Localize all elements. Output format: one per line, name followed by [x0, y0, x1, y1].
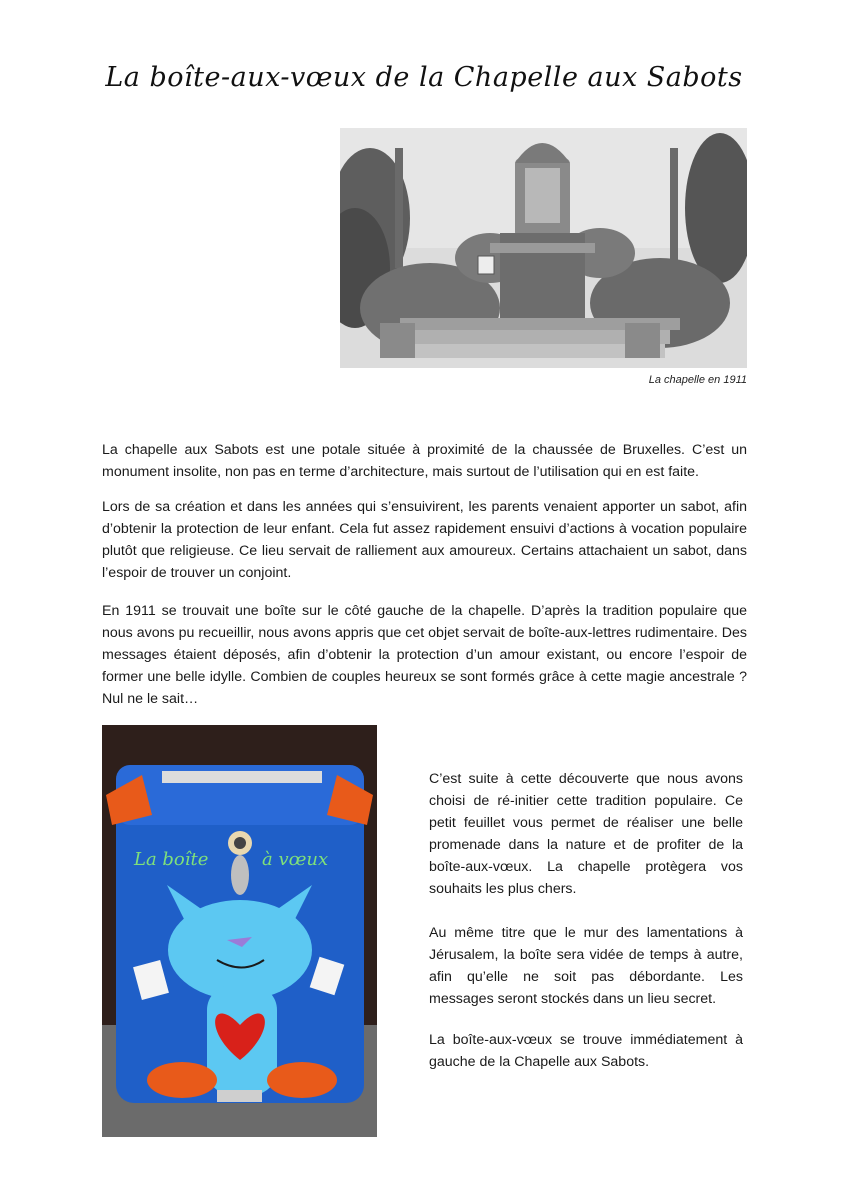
wish-box-photo — [102, 725, 377, 1137]
box-lettering-left: La boîte — [134, 849, 209, 870]
box-lettering-right: à vœux — [262, 849, 329, 870]
side-paragraph-location: La boîte-aux-vœux se trouve immédiatement à gauche de la Chapelle aux Sabots. — [429, 1032, 743, 1070]
paragraph-1911: En 1911 se trouvait une boîte sur le côté gauche de la chapelle. D’après la tradition populaire que nous avons pu recueillir, nous avons appris que cet objet servait de boîte-aux-lettres rudimentaire. Des messages étaient déposés, afin d’obtenir la protection d’un amour existant, ou encore l’espoir de former une belle idylle. Combien de couples heureux se sont formés grâce à cette magie ancestrale ? Nul ne le sait… — [102, 603, 747, 707]
photo-caption: La chapelle en 1911 — [648, 374, 747, 386]
paragraph-intro: La chapelle aux Sabots est une potale située à proximité de la chaussée de Bruxelles. C’est un monument insolite, non pas en terme d’architecture, mais surtout de l’utilisation qui en est faite. — [102, 442, 747, 480]
chapel-1911-photo — [340, 128, 747, 368]
page-title: La boîte-aux-vœux de la Chapelle aux Sabots — [105, 62, 743, 93]
side-paragraph-jerusalem: Au même titre que le mur des lamentations à Jérusalem, la boîte sera vidée de temps à autre, afin qu’elle ne soit pas débordante. Les messages seront stockés dans un lieu secret. — [429, 925, 743, 1007]
paragraph-history: Lors de sa création et dans les années qui s’ensuivirent, les parents venaient apporter un sabot, afin d’obtenir la protection de leur enfant. Cela fut assez rapidement ensuivi d’actions à vocation populaire plutôt que religieuse. Ce lieu servait de ralliement aux amoureux. Certains attachaient un sabot, dans l’espoir de trouver un conjoint. — [102, 499, 747, 581]
side-paragraph-reinitiation: C’est suite à cette découverte que nous avons choisi de ré-initier cette tradition populaire. Ce petit feuillet vous permet de réaliser une belle promenade dans la nature et de profiter de la boîte-aux-vœux. La chapelle protègera vos souhaits les plus chers. — [429, 771, 743, 897]
